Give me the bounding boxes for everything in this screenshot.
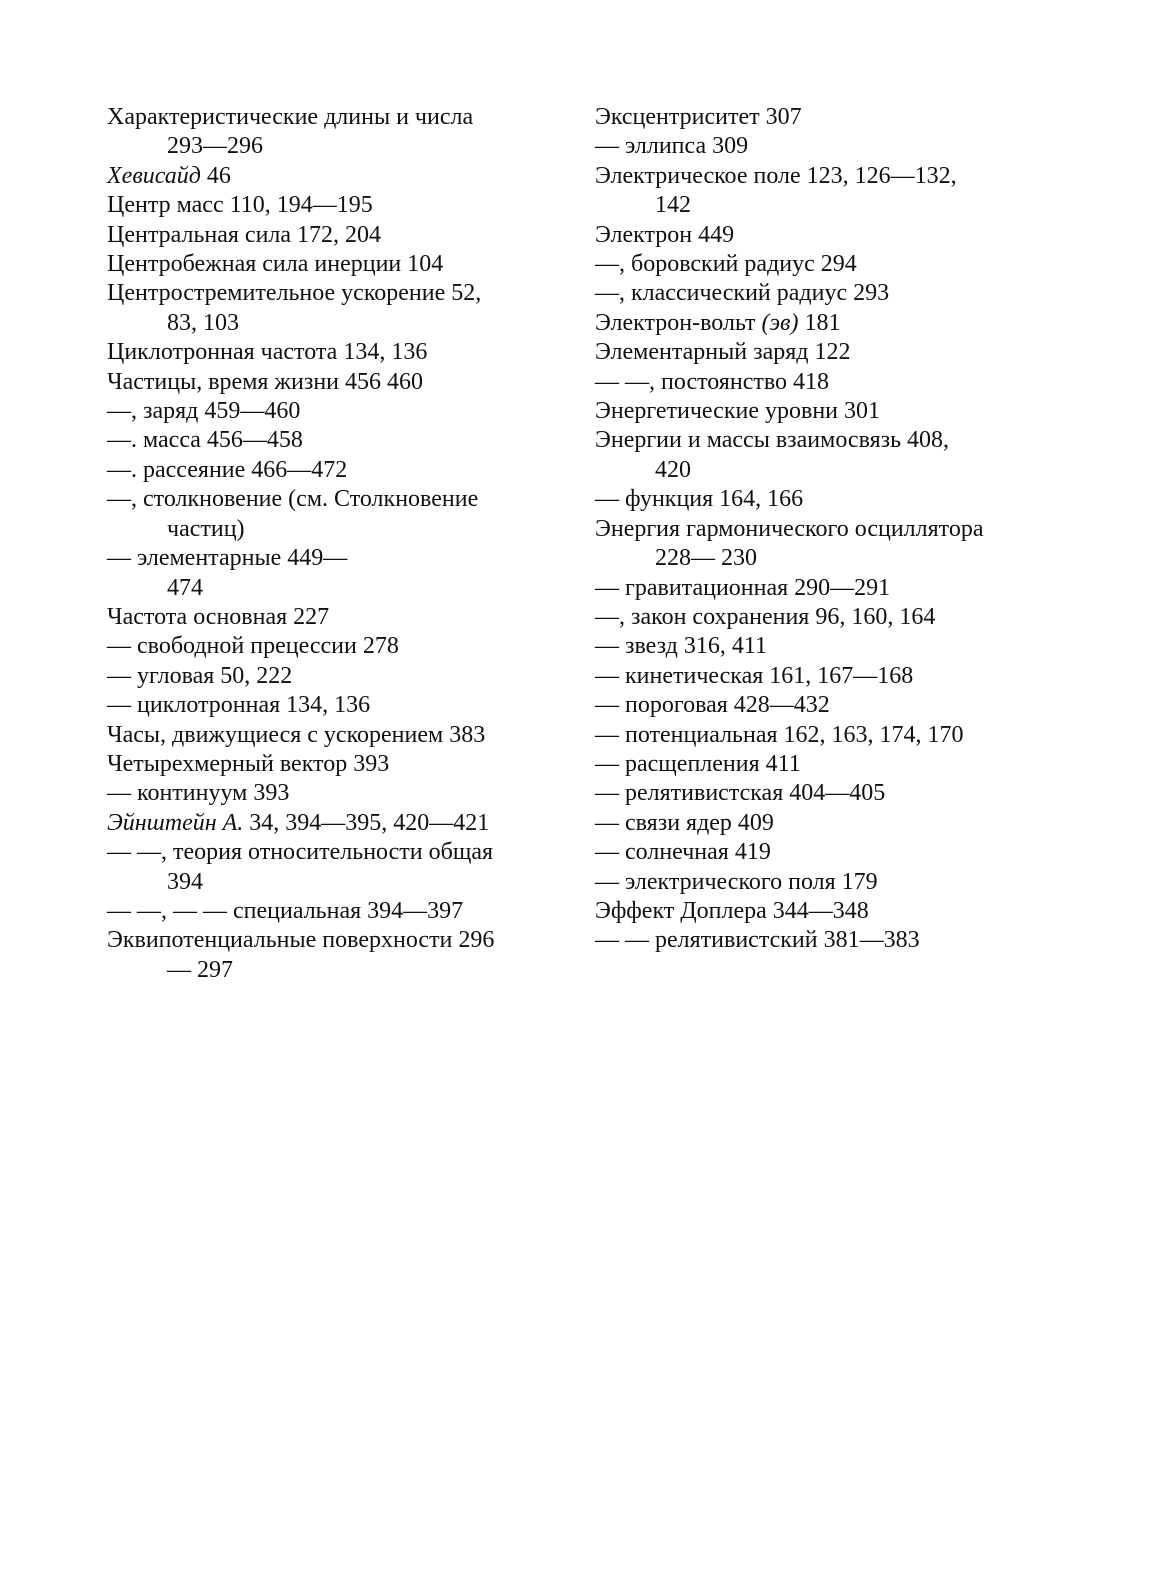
index-entry-continuation [595, 456, 1115, 485]
index-entry-text: — звезд 316, 411 [595, 633, 767, 660]
index-entry-text: — релятивистская 404—405 [595, 780, 886, 807]
index-entry-line [595, 309, 1115, 338]
index-entry [107, 691, 562, 720]
index-entry [107, 426, 562, 455]
index-entry-text: — —, — — специальная 394—397 [107, 897, 464, 924]
index-entry [107, 221, 562, 250]
index-entry-line [107, 750, 562, 779]
index-entry-text: 83, 103 [167, 309, 239, 336]
index-entry-line [107, 809, 562, 838]
index-entry [595, 368, 1115, 397]
index-entry-text: —, боровский радиус 294 [595, 251, 857, 278]
index-entry-text: —, закон сохранения 96, 160, 164 [595, 603, 936, 630]
index-entry [595, 603, 1115, 632]
index-entry-text: —. рассеяние 466—472 [107, 456, 348, 483]
index-entry-line [595, 691, 1115, 720]
index-entry [595, 162, 1115, 221]
index-entry-text: Энергия гармонического осциллятора [595, 515, 984, 542]
index-entry-line [107, 338, 562, 367]
index-entry-line [595, 721, 1115, 750]
index-entry-line [107, 926, 562, 955]
index-entry [595, 838, 1115, 867]
index-entry-text: — свободной прецессии 278 [107, 633, 399, 660]
index-entry-name: (эв) [761, 309, 799, 336]
index-entry-line [595, 162, 1115, 191]
index-entry [107, 250, 562, 279]
index-entry [107, 662, 562, 691]
index-entry-line [107, 191, 562, 220]
index-entry-text: 34, 394—395, 420—421 [243, 809, 490, 836]
index-entry-line [595, 338, 1115, 367]
index-entry-text: Электрическое поле 123, 126—132, [595, 162, 957, 189]
index-entry-line [595, 515, 1115, 544]
index-entry-line [595, 868, 1115, 897]
index-entry-continuation [595, 544, 1115, 573]
index-entry-name: Хевисайд [107, 162, 201, 189]
index-entry-text: Эксцентриситет 307 [595, 104, 802, 130]
index-entry-text: Центробежная сила инерции 104 [107, 251, 444, 278]
index-entry-continuation [107, 515, 562, 544]
index-entry-line [595, 250, 1115, 279]
index-entry-line [595, 897, 1115, 926]
index-entry-continuation [107, 309, 562, 338]
index-entry-text: — континуум 393 [107, 780, 290, 807]
index-entry [595, 397, 1115, 426]
index-entry [107, 397, 562, 426]
index-entry-line [595, 103, 1115, 132]
index-entry [107, 191, 562, 220]
index-entry [595, 632, 1115, 661]
index-entry [107, 338, 562, 367]
index-entry-text: — электрического поля 179 [595, 868, 878, 895]
index-entry-text: —, заряд 459—460 [107, 398, 301, 425]
index-entry-text: — —, теория относительности общая [107, 839, 494, 866]
index-entry-line [107, 485, 562, 514]
index-entry-line [595, 809, 1115, 838]
index-entry-line [107, 838, 562, 867]
index-entry [595, 426, 1115, 485]
index-entry-line [595, 574, 1115, 603]
index-entry-line [107, 662, 562, 691]
index-entry-text: —, классический радиус 293 [595, 280, 890, 307]
index-entry-line [107, 162, 562, 191]
index-entry-text: Четырехмерный вектор 393 [107, 750, 390, 777]
index-entry-line [595, 603, 1115, 632]
index-entry [107, 368, 562, 397]
index-entry-text: —. масса 456—458 [107, 427, 303, 454]
index-entry [595, 897, 1115, 926]
index-entry [595, 691, 1115, 720]
index-entry [595, 574, 1115, 603]
index-entry-line [595, 279, 1115, 308]
index-entry-text: Эффект Доплера 344—348 [595, 897, 869, 924]
index-entry-line [595, 838, 1115, 867]
index-entry [107, 544, 562, 603]
index-entry [107, 779, 562, 808]
index-entry [107, 603, 562, 632]
index-entry [107, 632, 562, 661]
index-entry-text: 181 [798, 309, 841, 336]
index-entry-text: — элементарные 449— [107, 545, 348, 572]
index-entry [107, 279, 562, 338]
index-entry-line [107, 632, 562, 661]
index-entry-text: Циклотронная частота 134, 136 [107, 339, 428, 366]
index-entry-line [107, 603, 562, 632]
index-entry-text: — кинетическая 161, 167—168 [595, 662, 914, 689]
index-column-right [595, 103, 1115, 956]
index-entry [107, 103, 562, 162]
index-entry-line [107, 691, 562, 720]
index-entry-line [595, 485, 1115, 514]
index-entry-text: — — релятивистский 381—383 [595, 927, 920, 954]
index-entry [595, 779, 1115, 808]
index-entry-continuation [595, 191, 1115, 220]
index-entry-text: Частицы, время жизни 456 460 [107, 368, 424, 395]
index-entry-text: 420 [655, 456, 691, 483]
index-entry [595, 338, 1115, 367]
index-entry-line [107, 544, 562, 573]
index-entry-line [595, 426, 1115, 455]
index-entry-text: 228— 230 [655, 545, 757, 572]
index-entry [595, 103, 1115, 132]
index-entry [595, 132, 1115, 161]
index-column-left [107, 103, 562, 985]
index-entry [595, 485, 1115, 514]
index-entry-text: Центральная сила 172, 204 [107, 221, 382, 248]
index-entry-text: Частота основная 227 [107, 603, 330, 630]
index-entry [107, 838, 562, 897]
index-entry-text: Часы, движущиеся с ускорением 383 [107, 721, 486, 748]
index-entry-line [107, 103, 562, 132]
index-entry-text: 46 [200, 162, 231, 189]
index-entry [107, 485, 562, 544]
index-entry-text: — угловая 50, 222 [107, 662, 293, 689]
index-entry-text: — эллипса 309 [595, 133, 749, 160]
index-entry-line [595, 132, 1115, 161]
index-entry [595, 515, 1115, 574]
index-entry-line [107, 368, 562, 397]
index-entry-text: Энергии и массы взаимосвязь 408, [595, 427, 950, 454]
index-entry-text: Центростремительное ускорение 52, [107, 280, 482, 307]
index-entry-text: 394 [167, 868, 203, 895]
index-entry-text: — циклотронная 134, 136 [107, 692, 371, 719]
index-entry [107, 897, 562, 926]
index-entry-text: 474 [167, 574, 203, 601]
index-entry [107, 162, 562, 191]
index-entry-text: — пороговая 428—432 [595, 692, 830, 719]
index-entry-text: Энергетические уровни 301 [595, 398, 880, 425]
index-entry-name: Эйнштейн А. [107, 809, 244, 836]
index-entry-text: Электрон 449 [595, 221, 735, 248]
index-entry-text: Эквипотенциальные поверхности 296 [107, 927, 495, 954]
index-entry [595, 750, 1115, 779]
index-entry-line [595, 368, 1115, 397]
index-entry-text: Центр масс 110, 194—195 [107, 192, 373, 219]
index-entry-line [107, 779, 562, 808]
index-entry-text: — расщепления 411 [595, 750, 801, 777]
index-entry [107, 721, 562, 750]
index-entry-text: Характеристические длины и числа [107, 104, 474, 130]
index-entry-text: Элементарный заряд 122 [595, 339, 851, 366]
index-entry [595, 868, 1115, 897]
index-entry-text: —, столкновение (см. Столкновение [107, 486, 479, 513]
index-entry-text: частиц) [167, 515, 245, 542]
index-entry-line [107, 897, 562, 926]
index-entry-line [107, 250, 562, 279]
index-entry [107, 809, 562, 838]
index-entry-line [595, 397, 1115, 426]
index-entry [595, 250, 1115, 279]
index-entry [595, 721, 1115, 750]
index-entry-text: — функция 164, 166 [595, 486, 804, 513]
index-entry-continuation [107, 956, 562, 985]
index-entry [107, 456, 562, 485]
index-entry [595, 926, 1115, 955]
index-entry-text: — —, постоянство 418 [595, 368, 829, 395]
index-entry-text: 293—296 [167, 133, 263, 160]
index-entry-line [595, 926, 1115, 955]
index-entry-continuation [107, 574, 562, 603]
index-entry-continuation [107, 132, 562, 161]
index-entry-line [107, 397, 562, 426]
index-entry-line [107, 721, 562, 750]
index-entry-line [595, 750, 1115, 779]
index-entry-line [107, 221, 562, 250]
index-entry-line [595, 632, 1115, 661]
index-entry-text: — потенциальная 162, 163, 174, 170 [595, 721, 964, 748]
index-entry [107, 750, 562, 779]
index-entry-line [107, 456, 562, 485]
index-entry-text: — 297 [167, 956, 233, 983]
index-entry-text: — связи ядер 409 [595, 809, 774, 836]
index-entry-line [107, 426, 562, 455]
index-entry-text: — гравитационная 290—291 [595, 574, 891, 601]
index-entry-line [595, 221, 1115, 250]
index-entry-text: Электрон-вольт [595, 309, 762, 336]
index-entry [595, 279, 1115, 308]
index-entry [595, 221, 1115, 250]
index-entry [107, 926, 562, 985]
index-entry [595, 809, 1115, 838]
index-entry-continuation [107, 868, 562, 897]
index-entry [595, 309, 1115, 338]
index-entry [595, 662, 1115, 691]
index-entry-line [595, 779, 1115, 808]
index-entry-line [107, 279, 562, 308]
index-entry-text: — солнечная 419 [595, 839, 771, 866]
index-entry-line [595, 662, 1115, 691]
index-entry-text: 142 [655, 192, 691, 219]
